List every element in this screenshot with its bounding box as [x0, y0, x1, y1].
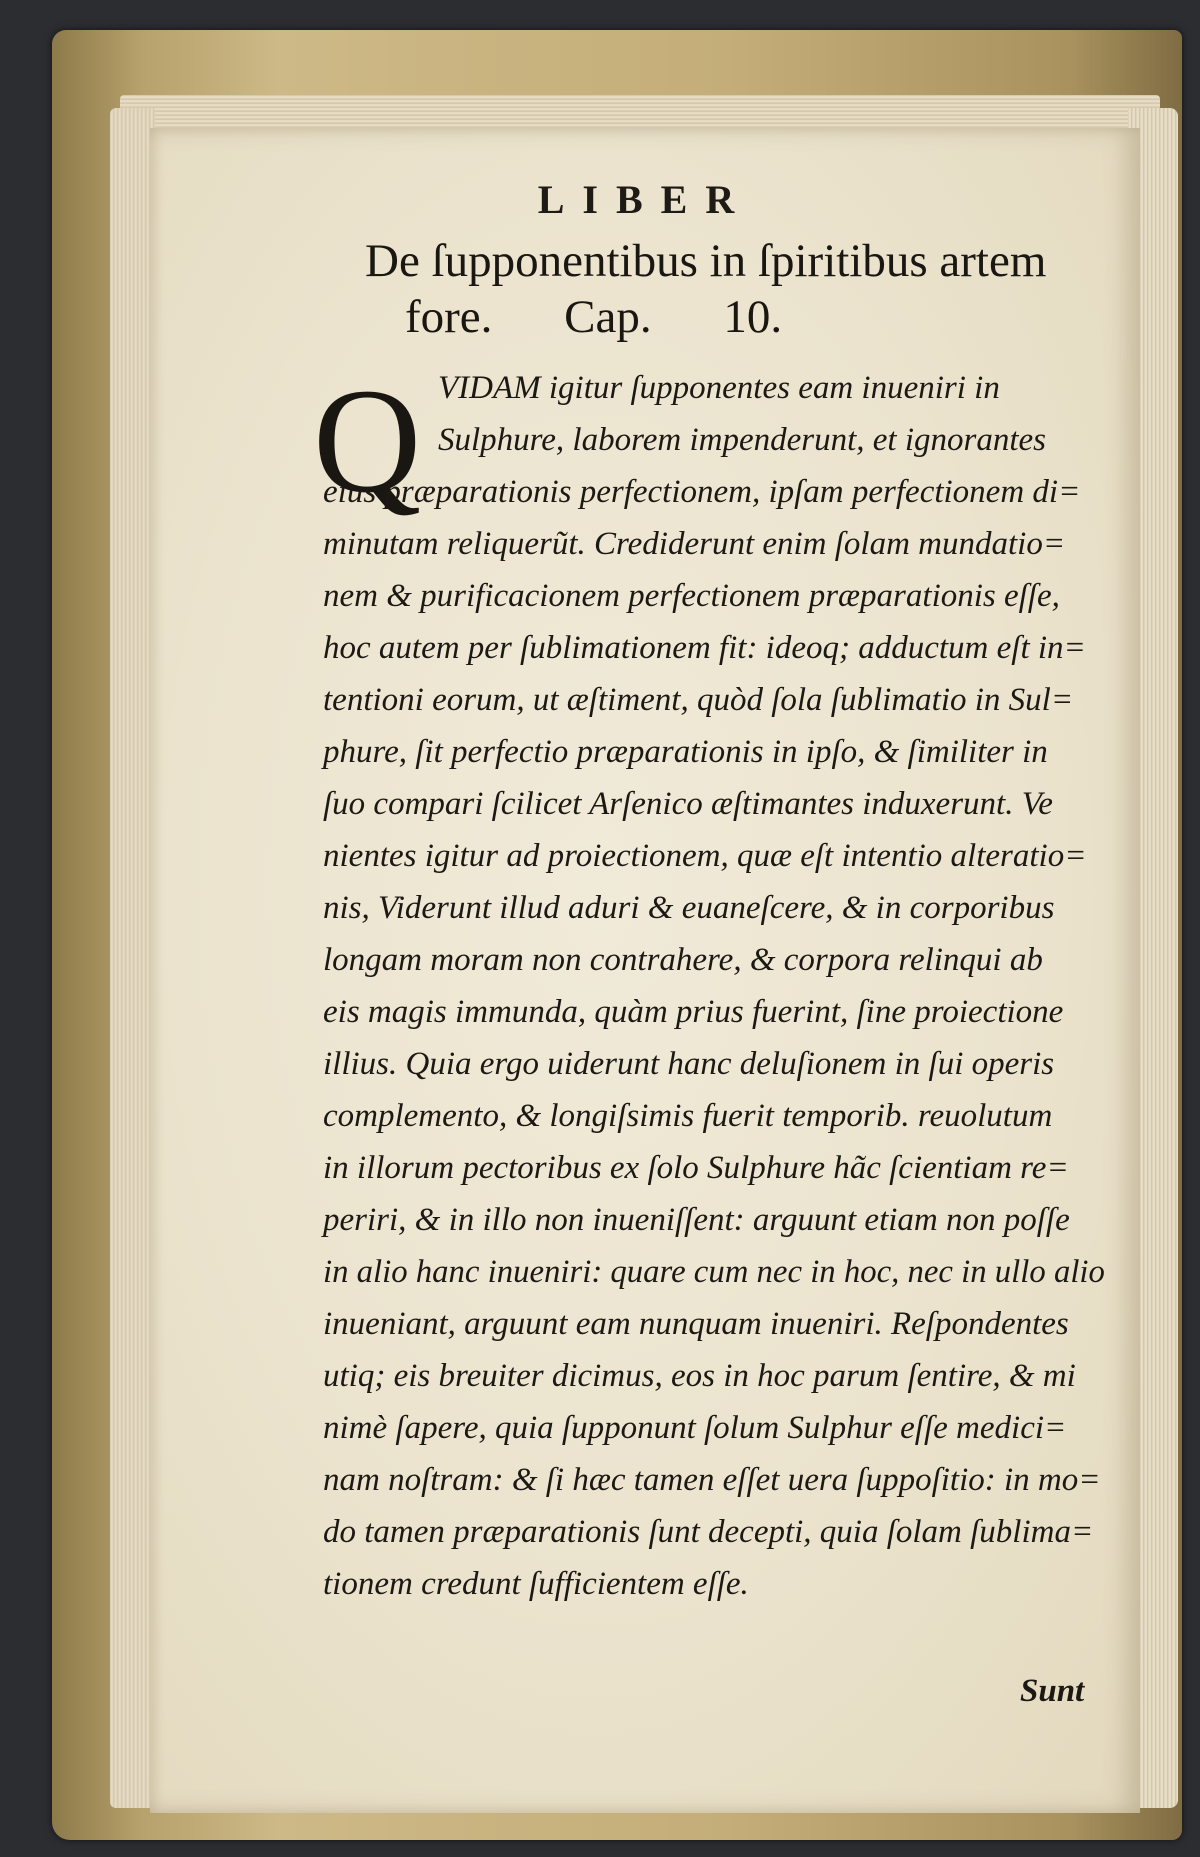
body-line: Sulphure, laborem impenderunt, et ignorantes: [438, 422, 1046, 458]
body-line: utiq; eis breuiter dicimus, eos in hoc parum ſentire, & mi: [323, 1358, 1076, 1394]
body-line: in alio hanc inueniri: quare cum nec in hoc, nec in ullo alio: [323, 1254, 1105, 1290]
book-page: [150, 128, 1140, 1813]
body-line: nientes igitur ad proiectionem, quæ eſt intentio alteratio=: [323, 838, 1087, 874]
body-line: ſuo compari ſcilicet Arſenico æſtimantes induxerunt. Ve: [323, 786, 1053, 822]
body-line: in illorum pectoribus ex ſolo Sulphure hãc ſcientiam re=: [323, 1150, 1069, 1186]
body-line: longam moram non contrahere, & corpora relinqui ab: [323, 942, 1043, 978]
body-line: illius. Quia ergo uiderunt hanc deluſionem in ſui operis: [323, 1046, 1055, 1082]
body-line: do tamen præparationis ſunt decepti, quia ſolam ſublima=: [323, 1514, 1094, 1550]
body-line: nam noſtram: & ſi hæc tamen eſſet uera ſuppoſitio: in mo=: [323, 1462, 1101, 1498]
drop-cap: Q: [313, 358, 422, 524]
body-line: VIDAM igitur ſupponentes eam inueniri in: [438, 370, 1000, 406]
page-edges-left: [110, 108, 155, 1808]
body-line: nem & purificacionem perfectionem præparationis eſſe,: [323, 578, 1060, 614]
body-line: hoc autem per ſublimationem fit: ideoq; adductum eſt in=: [323, 630, 1086, 666]
body-line: tionem credunt ſufficientem eſſe.: [323, 1566, 749, 1602]
body-line: complemento, & longiſsimis fuerit temporib. reuolutum: [323, 1098, 1053, 1134]
body-line: eis magis immunda, quàm prius fuerint, ſine proiectione: [323, 994, 1064, 1030]
chapter-title-line-1: De ſupponentibus in ſpiritibus artem: [365, 235, 1047, 287]
body-line: eius præparationis perfectionem, ipſam perfectionem di=: [323, 474, 1081, 510]
body-line: nimè ſapere, quia ſupponunt ſolum Sulphur eſſe medici=: [323, 1410, 1067, 1446]
body-line: phure, ſit perfectio præparationis in ipſo, & ſimiliter in: [323, 734, 1048, 770]
chapter-title-line-2: fore. Cap. 10.: [405, 291, 783, 343]
body-line: minutam reliquerũt. Crediderunt enim ſolam mundatio=: [323, 526, 1066, 562]
body-line: nis, Viderunt illud aduri & euaneſcere, & in corporibus: [323, 890, 1055, 926]
page-edges-top: [120, 95, 1160, 129]
body-line: tentioni eorum, ut æſtiment, quòd ſola ſublimatio in Sul=: [323, 682, 1074, 718]
chapter-title: [365, 233, 1065, 345]
body-line: inueniant, arguunt eam nunquam inueniri. Reſpondentes: [323, 1306, 1069, 1342]
running-head: LIBER: [537, 177, 753, 222]
body-line: periri, & in illo non inueniſſent: arguunt etiam non poſſe: [323, 1202, 1070, 1238]
catchword: Sunt: [1020, 1673, 1085, 1709]
